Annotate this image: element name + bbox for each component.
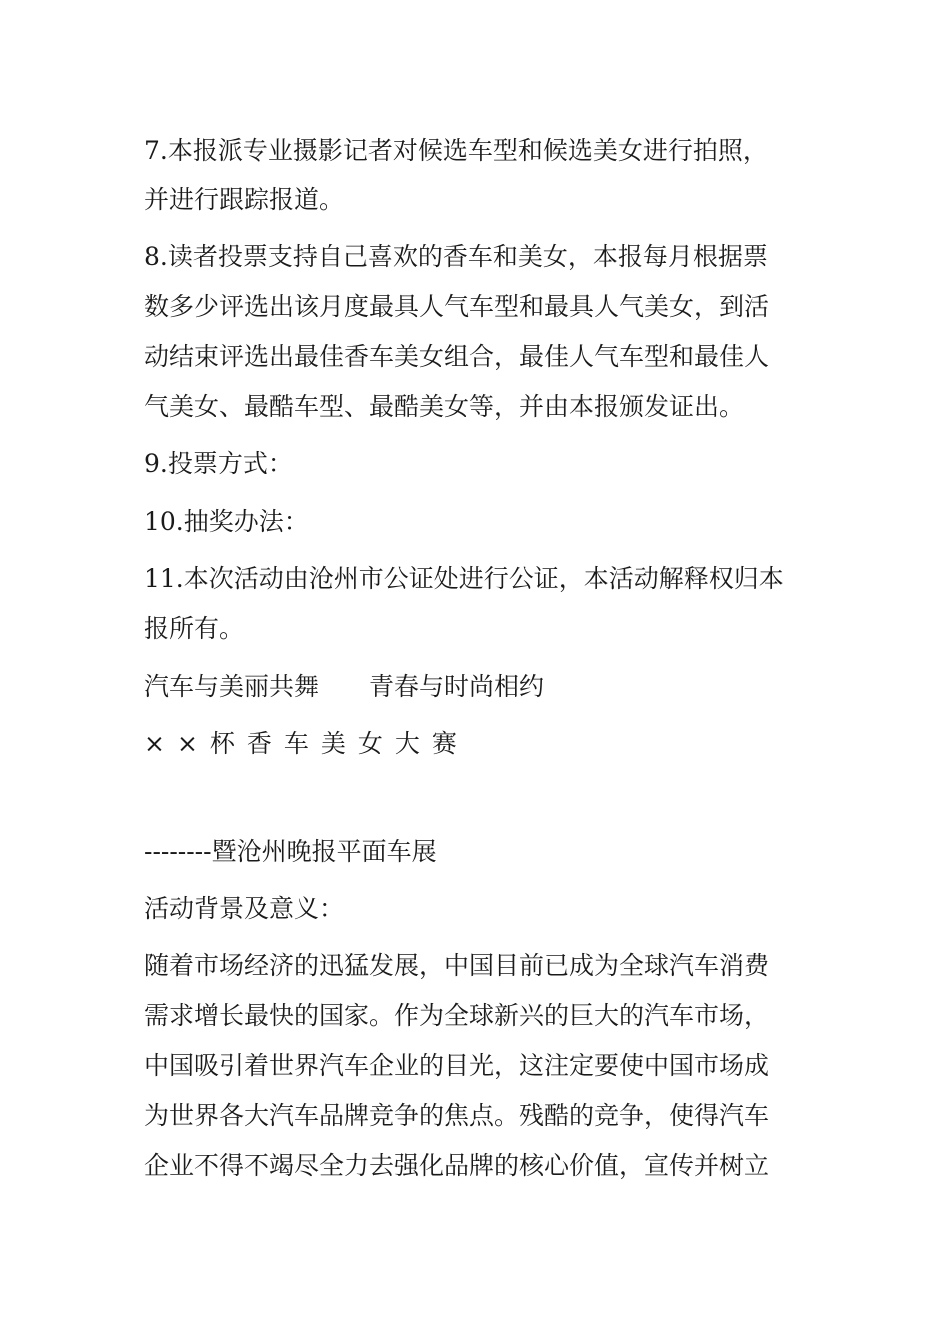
background-line3: 中国吸引着世界汽车企业的目光，这注定要使中国市场成	[144, 1051, 770, 1080]
item8-line4: 气美女、最酷车型、最酷美女等，并由本报颁发证出。	[144, 392, 745, 421]
item8-line3: 动结束评选出最佳香车美女组合，最佳人气车型和最佳人	[144, 342, 770, 371]
item8-line2: 数多少评选出该月度最具人气车型和最具人气美女，到活	[144, 292, 770, 321]
contest-title: ××杯香车美女大赛	[144, 729, 469, 758]
item10-line: 10.抽奖办法：	[144, 507, 309, 536]
background-line5: 企业不得不竭尽全力去强化品牌的核心价值，宣传并树立	[144, 1151, 770, 1180]
item11-line2: 报所有。	[144, 614, 245, 643]
item7-line1: 7.本报派专业摄影记者对候选车型和候选美女进行拍照，	[144, 136, 768, 165]
item8-line1: 8.读者投票支持自己喜欢的香车和美女，本报每月根据票	[144, 242, 768, 271]
item9-line: 9.投票方式：	[144, 449, 293, 478]
subtitle: --------暨沧州晚报平面车展	[144, 837, 437, 866]
background-line1: 随着市场经济的迅猛发展，中国目前已成为全球汽车消费	[144, 951, 770, 980]
section-heading: 活动背景及意义：	[144, 894, 345, 923]
item7-line2: 并进行跟踪报道。	[144, 185, 345, 214]
background-line2: 需求增长最快的国家。作为全球新兴的巨大的汽车市场，	[144, 1001, 770, 1030]
item11-line1: 11.本次活动由沧州市公证处进行公证，本活动解释权归本	[144, 564, 784, 593]
slogan: 汽车与美丽共舞 青春与时尚相约	[144, 672, 545, 701]
background-line4: 为世界各大汽车品牌竞争的焦点。残酷的竞争，使得汽车	[144, 1101, 770, 1130]
